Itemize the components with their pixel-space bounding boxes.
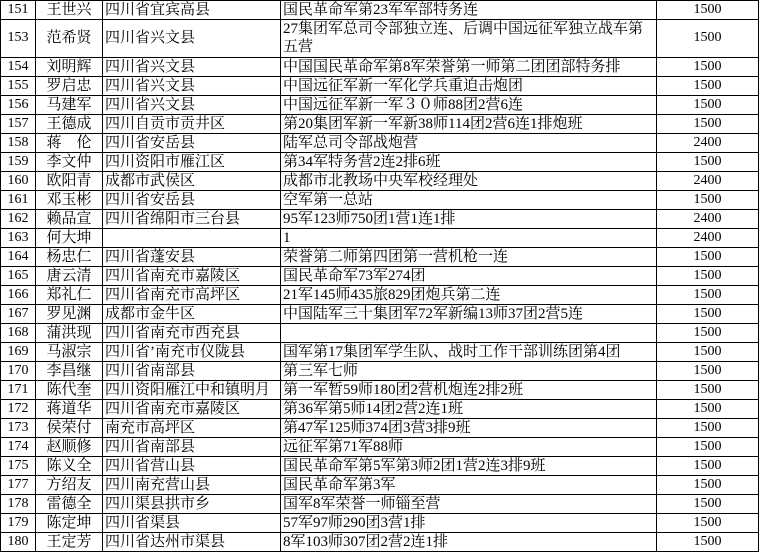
cell-name[interactable]: 何大坤 — [36, 228, 103, 247]
table-row — [1, 171, 759, 190]
cell-place[interactable]: 四川省兴文县 — [103, 20, 281, 58]
cell-no[interactable]: 162 — [1, 209, 36, 228]
cell-no[interactable]: 179 — [1, 513, 36, 532]
cell-place[interactable]: 四川省南充市嘉陵区 — [103, 266, 281, 285]
cell-amount[interactable]: 1500 — [657, 456, 759, 475]
cell-no[interactable]: 165 — [1, 266, 36, 285]
cell-name[interactable]: 王德成 — [36, 114, 103, 133]
cell-name[interactable]: 蒲洪现 — [36, 323, 103, 342]
table-row — [1, 114, 759, 133]
cell-unit[interactable] — [281, 323, 657, 342]
table-row — [1, 209, 759, 228]
cell-unit[interactable]: 国民革命军第5军第3师2团1营2连3排9班 — [281, 456, 657, 475]
cell-amount[interactable]: 1500 — [657, 285, 759, 304]
cell-unit[interactable]: 国民革命军73军274团 — [281, 266, 657, 285]
cell-name[interactable]: 邓玉彬 — [36, 190, 103, 209]
cell-no[interactable]: 157 — [1, 114, 36, 133]
cell-no[interactable]: 171 — [1, 380, 36, 399]
cell-amount[interactable]: 1500 — [657, 361, 759, 380]
cell-place[interactable]: 四川省南部县 — [103, 437, 281, 456]
cell-no[interactable]: 163 — [1, 228, 36, 247]
cell-place[interactable]: 四川省渠县 — [103, 513, 281, 532]
cell-place[interactable]: 四川省南充市嘉陵区 — [103, 399, 281, 418]
table-row — [1, 285, 759, 304]
cell-unit[interactable]: 中国国民革命军第8军荣誉第一师第二团团部特务排 — [281, 57, 657, 76]
cell-place[interactable]: 四川省南充市高坪区 — [103, 285, 281, 304]
cell-no[interactable]: 153 — [1, 20, 36, 58]
table-row — [1, 57, 759, 76]
cell-unit[interactable]: 远征军第71军88师 — [281, 437, 657, 456]
cell-no[interactable]: 160 — [1, 171, 36, 190]
cell-amount[interactable]: 1500 — [657, 152, 759, 171]
cell-name[interactable]: 郑礼仁 — [36, 285, 103, 304]
table-row — [1, 475, 759, 494]
cell-place[interactable]: 四川南充营山县 — [103, 475, 281, 494]
cell-unit[interactable]: 第36军第5师14团2营2连1班 — [281, 399, 657, 418]
cell-no[interactable]: 155 — [1, 76, 36, 95]
cell-unit[interactable]: 第47军125师374团3营3排9班 — [281, 418, 657, 437]
cell-amount[interactable]: 1500 — [657, 247, 759, 266]
table-row — [1, 380, 759, 399]
cell-unit[interactable]: 国民革命军第23军军部特务连 — [281, 1, 657, 20]
cell-unit[interactable]: 第一军暂59师180团2营机炮连2排2班 — [281, 380, 657, 399]
cell-name[interactable]: 陈义全 — [36, 456, 103, 475]
cell-name[interactable]: 方绍友 — [36, 475, 103, 494]
cell-no[interactable]: 154 — [1, 57, 36, 76]
table-row — [1, 95, 759, 114]
table-row — [1, 190, 759, 209]
cell-unit[interactable]: 国民革命军第3军 — [281, 475, 657, 494]
cell-no[interactable]: 156 — [1, 95, 36, 114]
cell-name[interactable]: 陈代奎 — [36, 380, 103, 399]
cell-unit[interactable]: 中国陆军三十集团军72军新编13师37团2营5连 — [281, 304, 657, 323]
cell-no[interactable]: 172 — [1, 399, 36, 418]
cell-unit[interactable]: 95军123师750团1营1连1排 — [281, 209, 657, 228]
cell-place[interactable]: 四川省安岳县 — [103, 133, 281, 152]
table-row — [1, 133, 759, 152]
table-row — [1, 399, 759, 418]
cell-amount[interactable]: 1500 — [657, 418, 759, 437]
cell-name[interactable]: 雷德全 — [36, 494, 103, 513]
cell-no[interactable]: 169 — [1, 342, 36, 361]
cell-place[interactable]: 四川省蓬安县 — [103, 247, 281, 266]
cell-amount[interactable]: 1500 — [657, 399, 759, 418]
cell-place[interactable]: 四川省绵阳市三台县 — [103, 209, 281, 228]
cell-unit[interactable]: 21军145师435旅829团炮兵第二连 — [281, 285, 657, 304]
table-row — [1, 76, 759, 95]
table-row — [1, 361, 759, 380]
cell-unit[interactable]: 第34军特务营2连2排6班 — [281, 152, 657, 171]
table-row — [1, 418, 759, 437]
cell-no[interactable]: 161 — [1, 190, 36, 209]
cell-place[interactable]: 四川省兴文县 — [103, 76, 281, 95]
cell-name[interactable]: 刘明辉 — [36, 57, 103, 76]
cell-amount[interactable]: 1500 — [657, 266, 759, 285]
cell-name[interactable]: 唐云清 — [36, 266, 103, 285]
cell-unit[interactable]: 成都市北教场中央军校经理处 — [281, 171, 657, 190]
cell-amount[interactable]: 1500 — [657, 304, 759, 323]
cell-place[interactable]: 四川省兴文县 — [103, 95, 281, 114]
cell-amount[interactable]: 2400 — [657, 209, 759, 228]
cell-name[interactable]: 欧阳青 — [36, 171, 103, 190]
cell-unit[interactable]: 国军8军荣誉一师锱至营 — [281, 494, 657, 513]
table-row — [1, 228, 759, 247]
cell-unit[interactable]: 荣誉第二师第四团第一营机枪一连 — [281, 247, 657, 266]
cell-amount[interactable]: 2400 — [657, 133, 759, 152]
cell-amount[interactable]: 1500 — [657, 380, 759, 399]
table-row — [1, 266, 759, 285]
cell-amount[interactable]: 1500 — [657, 95, 759, 114]
cell-amount[interactable]: 1500 — [657, 494, 759, 513]
cell-name[interactable]: 马淑宗 — [36, 342, 103, 361]
cell-amount[interactable]: 1500 — [657, 1, 759, 20]
cell-place[interactable]: 成都市武侯区 — [103, 171, 281, 190]
table-row — [1, 304, 759, 323]
cell-amount[interactable]: 1500 — [657, 57, 759, 76]
cell-no[interactable]: 168 — [1, 323, 36, 342]
table-row — [1, 1, 759, 20]
cell-no[interactable]: 164 — [1, 247, 36, 266]
table-row — [1, 323, 759, 342]
cell-no[interactable]: 180 — [1, 532, 36, 551]
cell-unit[interactable]: 57军97师290团3营1排 — [281, 513, 657, 532]
cell-no[interactable]: 170 — [1, 361, 36, 380]
roster-table-body — [1, 1, 759, 552]
cell-name[interactable]: 李昌继 — [36, 361, 103, 380]
cell-unit[interactable]: 中国远征军新一军３０师88团2营6连 — [281, 95, 657, 114]
cell-unit[interactable]: 中国远征军新一军化学兵重迫击炮团 — [281, 76, 657, 95]
cell-name[interactable]: 罗启忠 — [36, 76, 103, 95]
cell-amount[interactable]: 1500 — [657, 532, 759, 551]
cell-unit[interactable]: 1 — [281, 228, 657, 247]
cell-no[interactable]: 167 — [1, 304, 36, 323]
cell-place[interactable]: 四川渠县拱市乡 — [103, 494, 281, 513]
cell-name[interactable]: 赵顺修 — [36, 437, 103, 456]
cell-name[interactable]: 王世兴 — [36, 1, 103, 20]
cell-name[interactable]: 蒋道华 — [36, 399, 103, 418]
cell-amount[interactable]: 1500 — [657, 76, 759, 95]
cell-amount[interactable]: 2400 — [657, 228, 759, 247]
table-row — [1, 513, 759, 532]
table-row — [1, 247, 759, 266]
cell-place[interactable]: 成都市金牛区 — [103, 304, 281, 323]
cell-no[interactable]: 151 — [1, 1, 36, 20]
cell-no[interactable]: 175 — [1, 456, 36, 475]
cell-place[interactable]: 四川自贡市贡井区 — [103, 114, 281, 133]
cell-place[interactable]: 四川省宜宾高县 — [103, 1, 281, 20]
cell-name[interactable]: 陈定坤 — [36, 513, 103, 532]
cell-name[interactable]: 范希贤 — [36, 20, 103, 58]
cell-name[interactable]: 马建军 — [36, 95, 103, 114]
table-row — [1, 152, 759, 171]
cell-name[interactable]: 李文仲 — [36, 152, 103, 171]
cell-unit[interactable]: 8军103师307团2营2连1排 — [281, 532, 657, 551]
cell-unit[interactable]: 国军第17集团军学生队、战时工作干部训练团第4团 — [281, 342, 657, 361]
cell-place[interactable] — [103, 228, 281, 247]
cell-amount[interactable]: 1500 — [657, 190, 759, 209]
table-row — [1, 20, 759, 58]
cell-unit[interactable]: 第三军七师 — [281, 361, 657, 380]
cell-unit[interactable]: 27集团军总司令部独立连、后调中国远征军独立战车第五营 — [281, 20, 657, 58]
cell-unit[interactable]: 空军第一总站 — [281, 190, 657, 209]
cell-no[interactable]: 159 — [1, 152, 36, 171]
cell-name[interactable]: 王定芳 — [36, 532, 103, 551]
cell-place[interactable]: 四川省安岳县 — [103, 190, 281, 209]
table-row — [1, 437, 759, 456]
cell-name[interactable]: 蒋 伦 — [36, 133, 103, 152]
cell-place[interactable]: 四川省营山县 — [103, 456, 281, 475]
cell-place[interactable]: 四川省达州市渠县 — [103, 532, 281, 551]
cell-amount[interactable]: 1500 — [657, 437, 759, 456]
cell-name[interactable]: 赖品宣 — [36, 209, 103, 228]
cell-no[interactable]: 178 — [1, 494, 36, 513]
table-row — [1, 494, 759, 513]
cell-amount[interactable]: 1500 — [657, 323, 759, 342]
table-row — [1, 456, 759, 475]
cell-amount[interactable]: 1500 — [657, 513, 759, 532]
cell-unit[interactable]: 第20集团军新一军新38师114团2营6连1排炮班 — [281, 114, 657, 133]
cell-amount[interactable]: 1500 — [657, 20, 759, 58]
cell-place[interactable]: 南充市高坪区 — [103, 418, 281, 437]
cell-amount[interactable]: 2400 — [657, 171, 759, 190]
cell-place[interactable]: 四川省兴文县 — [103, 57, 281, 76]
cell-place[interactable]: 四川资阳雁江中和镇明月 — [103, 380, 281, 399]
cell-no[interactable]: 177 — [1, 475, 36, 494]
cell-unit[interactable]: 陆军总司令部战炮营 — [281, 133, 657, 152]
cell-place[interactable]: 四川省’南充市仪陇县 — [103, 342, 281, 361]
cell-no[interactable]: 174 — [1, 437, 36, 456]
cell-place[interactable]: 四川省南充市西充县 — [103, 323, 281, 342]
table-row — [1, 532, 759, 551]
cell-no[interactable]: 158 — [1, 133, 36, 152]
cell-name[interactable]: 侯荣付 — [36, 418, 103, 437]
table-row — [1, 342, 759, 361]
cell-amount[interactable]: 1500 — [657, 475, 759, 494]
cell-name[interactable]: 罗见渊 — [36, 304, 103, 323]
cell-place[interactable]: 四川资阳市雁江区 — [103, 152, 281, 171]
cell-amount[interactable]: 1500 — [657, 342, 759, 361]
cell-no[interactable]: 173 — [1, 418, 36, 437]
cell-no[interactable]: 166 — [1, 285, 36, 304]
cell-place[interactable]: 四川省南部县 — [103, 361, 281, 380]
cell-name[interactable]: 杨忠仁 — [36, 247, 103, 266]
cell-amount[interactable]: 1500 — [657, 114, 759, 133]
